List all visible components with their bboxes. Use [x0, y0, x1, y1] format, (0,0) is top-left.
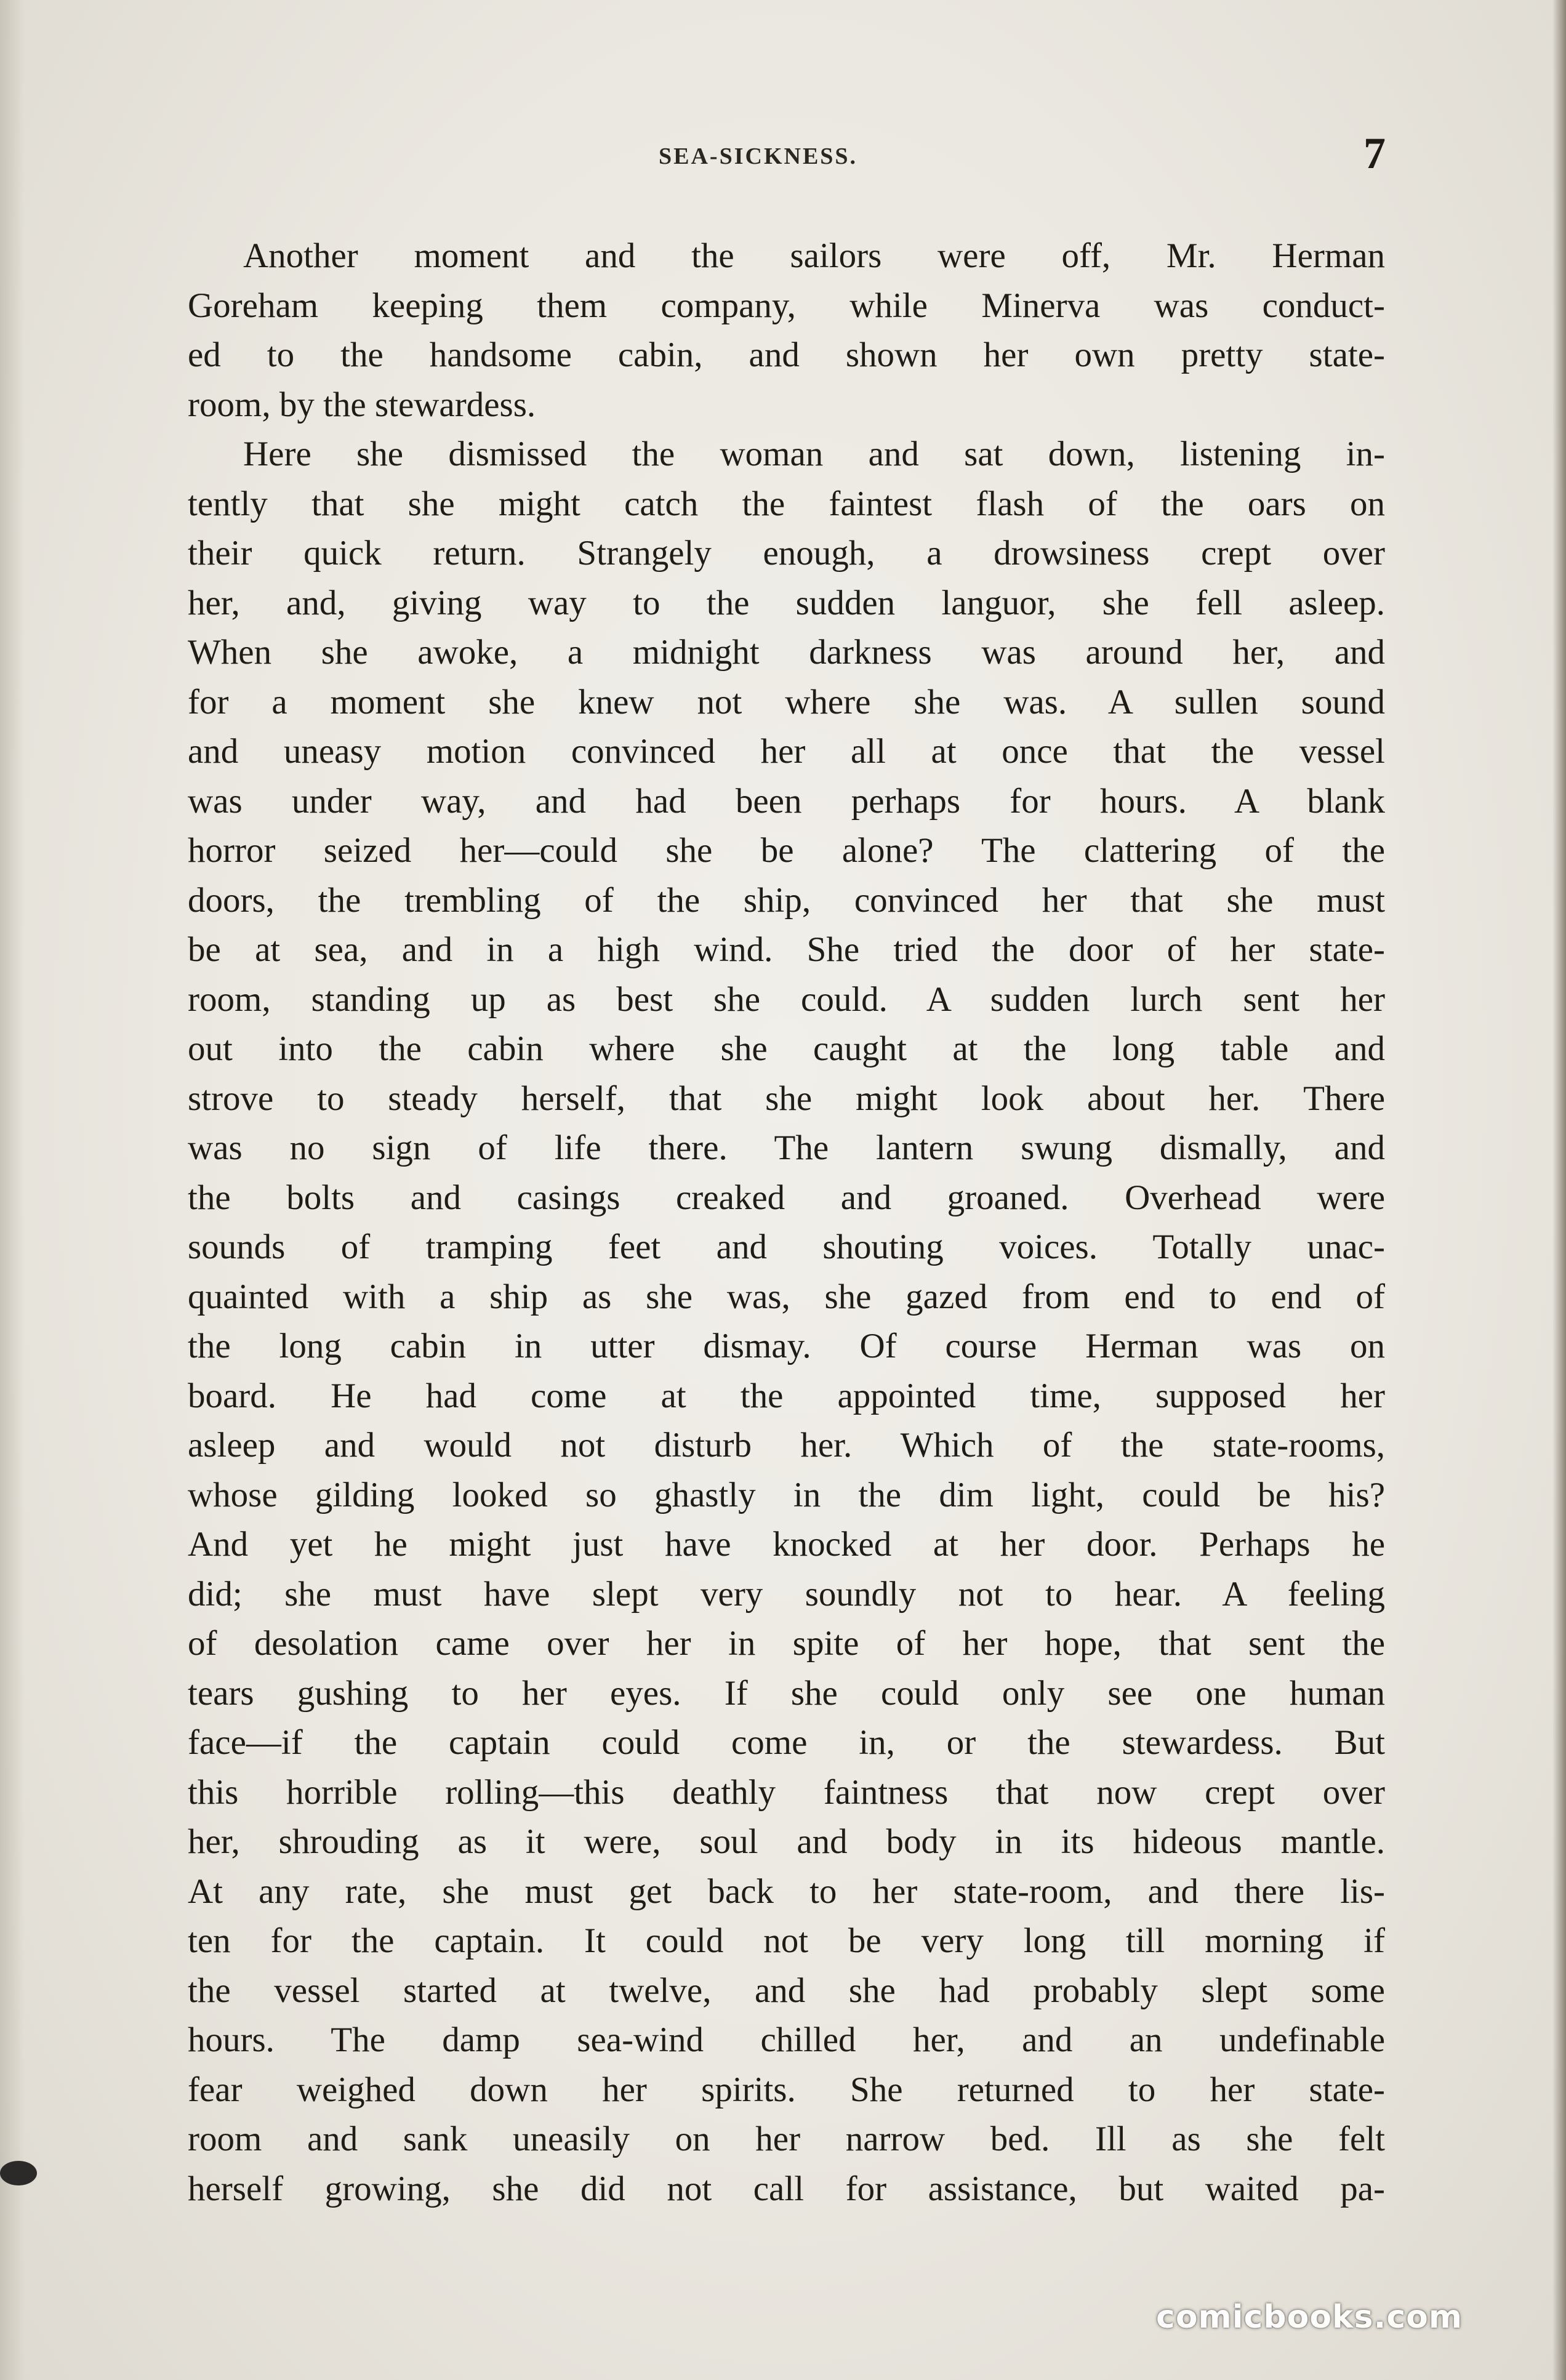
text-line: the long cabin in utter dismay. Of course Herman was on — [188, 1327, 1385, 1365]
text-line: ten for the captain. It could not be very long till morning if — [188, 1921, 1385, 1960]
text-line: the bolts and casings creaked and groaned. Overhead were — [188, 1178, 1385, 1217]
page-edge-left — [0, 0, 25, 2380]
page-number: 7 — [1363, 129, 1386, 178]
text-line: At any rate, she must get back to her state-room, and there lis- — [188, 1871, 1385, 1911]
text-line: Another moment and the sailors were off, Mr. Herman — [243, 236, 1385, 275]
text-line: Goreham keeping them company, while Minerva was conduct- — [188, 286, 1385, 325]
text-line: room and sank uneasily on her narrow bed. Ill as she felt — [188, 2120, 1385, 2158]
text-line: fear weighed down her spirits. She returned to her state- — [188, 2070, 1385, 2109]
text-line: the vessel started at twelve, and she had probably slept some — [188, 1971, 1385, 2010]
text-line: their quick return. Strangely enough, a drowsiness crept over — [188, 534, 1385, 573]
text-line: hours. The damp sea-wind chilled her, and an undefinable — [188, 2020, 1385, 2059]
text-line: be at sea, and in a high wind. She tried the door of her state- — [188, 930, 1385, 969]
text-line: asleep and would not disturb her. Which of the state-rooms, — [188, 1426, 1385, 1465]
running-head: SEA-SICKNESS. — [659, 143, 858, 169]
text-line: Here she dismissed the woman and sat down, listening in- — [243, 435, 1385, 473]
text-line: And yet he might just have knocked at her door. Perhaps he — [188, 1525, 1385, 1564]
text-line: herself growing, she did not call for assistance, but waited pa- — [188, 2169, 1385, 2208]
paragraph-1 — [188, 231, 1385, 430]
text-line: When she awoke, a midnight darkness was around her, and — [188, 633, 1385, 672]
paragraph-2 — [188, 430, 1385, 2214]
text-line: strove to steady herself, that she might look about her. There — [188, 1079, 1385, 1118]
body-text — [188, 231, 1385, 2214]
text-line: of desolation came over her in spite of her hope, that sent the — [188, 1624, 1385, 1663]
watermark: comicbooks.com — [1156, 2299, 1463, 2336]
text-line: tears gushing to her eyes. If she could only see one human — [188, 1673, 1385, 1713]
text-line: her, and, giving way to the sudden languor, she fell asleep. — [188, 583, 1385, 622]
text-line: for a moment she knew not where she was. A sullen sound — [188, 682, 1385, 722]
text-line: her, shrouding as it were, soul and body in its hideous mantle. — [188, 1822, 1385, 1861]
ink-smudge — [0, 2161, 37, 2185]
text-line: quainted with a ship as she was, she gazed from end to end of — [188, 1277, 1385, 1316]
text-line: doors, the trembling of the ship, convinced her that she must — [188, 880, 1385, 920]
page-edge-right — [1552, 0, 1566, 2380]
text-line: out into the cabin where she caught at the long table and — [188, 1029, 1385, 1068]
text-line: did; she must have slept very soundly not to hear. A feeling — [188, 1574, 1385, 1614]
text-line: tently that she might catch the faintest flash of the oars on — [188, 484, 1385, 523]
text-line: sounds of tramping feet and shouting voices. Totally unac- — [188, 1228, 1385, 1266]
text-line: and uneasy motion convinced her all at once that the vessel — [188, 732, 1385, 771]
text-line: room, standing up as best she could. A sudden lurch sent her — [188, 979, 1385, 1019]
text-line: horror seized her—could she be alone? The clattering of the — [188, 831, 1385, 870]
text-line: ed to the handsome cabin, and shown her own pretty state- — [188, 336, 1385, 374]
text-line: room, by the stewardess. — [188, 385, 536, 424]
text-line: was no sign of life there. The lantern swung dismally, and — [188, 1128, 1385, 1167]
text-line: board. He had come at the appointed time, supposed her — [188, 1376, 1385, 1415]
text-line: this horrible rolling—this deathly faintness that now crept over — [188, 1772, 1385, 1812]
text-line: was under way, and had been perhaps for hours. A blank — [188, 781, 1385, 821]
text-line: face—if the captain could come in, or the stewardess. But — [188, 1723, 1385, 1762]
text-line: whose gilding looked so ghastly in the dim light, could be his? — [188, 1475, 1385, 1514]
